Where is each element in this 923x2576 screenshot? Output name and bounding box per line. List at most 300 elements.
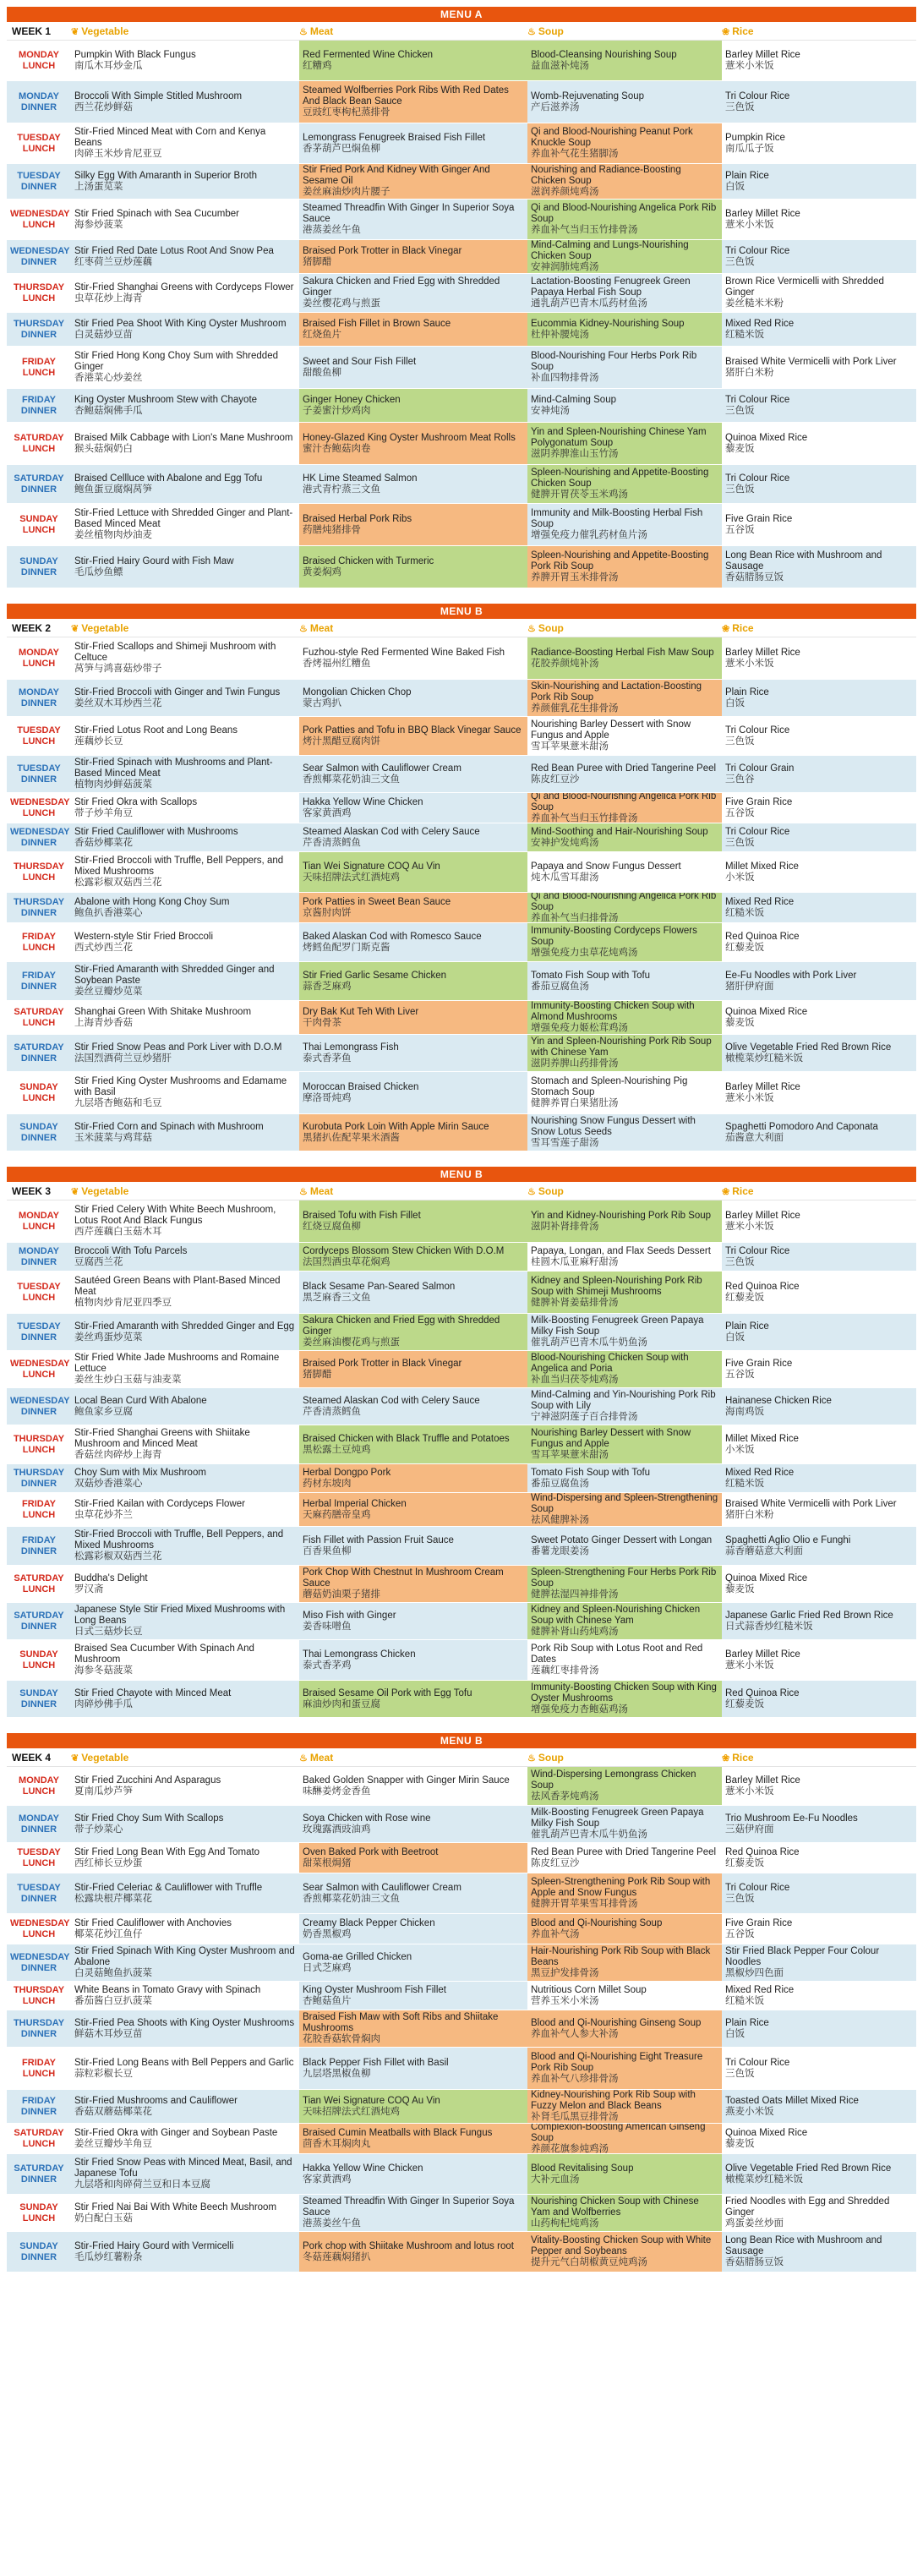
- dish-name-zh: 花胶香菇软骨焖肉: [303, 2034, 380, 2044]
- dish-name-zh: 海南鸡饭: [725, 1406, 764, 1417]
- day-label: [7, 2090, 71, 2123]
- dish-name-zh: 港蒸姜丝午鱼: [303, 225, 361, 235]
- dish-name-en: Spleen-Nourishing and Appetite-Boosting Pork Rib Soup: [531, 550, 709, 572]
- dish-name-en: Creamy Black Pepper Chicken: [303, 1917, 435, 1928]
- dish-meat: [299, 164, 527, 199]
- dish-meat: [299, 1200, 527, 1242]
- dish-rice: [722, 1493, 916, 1526]
- dish-name-en: Olive Vegetable Fried Red Brown Rice: [725, 2163, 892, 2174]
- dish-rice: [722, 717, 916, 755]
- dish-name-en: Ee-Fu Noodles with Pork Liver: [725, 970, 857, 981]
- rice-icon: ❀: [722, 27, 730, 37]
- menu-header: [7, 1748, 916, 1767]
- dish-veg: [71, 1640, 299, 1680]
- dish-name-zh: 松露彩椒双菇西兰花: [74, 1551, 162, 1561]
- dish-name-zh: 毛瓜炒鱼鳔: [74, 566, 123, 577]
- dish-rice: [722, 1603, 916, 1639]
- dish-name-en: Blood-Nourishing Four Herbs Pork Rib Soup: [531, 351, 697, 372]
- dish-name-zh: 燕麦小米饭: [725, 2106, 774, 2117]
- dish-name-zh: 姜丝樱花鸡与煎蛋: [303, 298, 380, 309]
- dish-name-zh: 五谷饭: [725, 807, 755, 818]
- day-name: TUESDAY: [17, 725, 61, 736]
- dish-name-zh: 养血补气汤: [531, 1928, 580, 1939]
- dish-name-zh: 肉碎炒佛手瓜: [74, 1698, 133, 1709]
- day-name: TUESDAY: [17, 1281, 61, 1292]
- dish-name-en: Long Bean Rice with Mushroom and Sausage: [725, 550, 882, 572]
- dish-rice: [722, 1388, 916, 1425]
- dish-name-zh: 肉碎玉米炒肯尼亚豆: [74, 149, 162, 159]
- category-header-rice: [722, 1182, 916, 1200]
- dish-name-en: Mixed Red Rice: [725, 896, 795, 907]
- dish-veg: [71, 1527, 299, 1565]
- category-header-veg: [71, 22, 299, 40]
- day-name: THURSDAY: [13, 861, 65, 872]
- dish-soup: [527, 200, 722, 239]
- dish-veg: [71, 1072, 299, 1113]
- dish-name-zh: 薏米小米饭: [725, 1092, 774, 1103]
- dish-rice: [722, 1843, 916, 1873]
- dish-name-en: Western-style Stir Fried Broccoli: [74, 931, 214, 942]
- dish-name-zh: 补血当归茯苓炖鸡汤: [531, 1375, 619, 1385]
- dish-name-en: Stir-Fried Lotus Root and Long Beans: [74, 725, 238, 736]
- menu-banner: MENU B: [7, 1167, 916, 1182]
- dish-name-en: Braised Fish Fillet in Brown Sauce: [303, 318, 451, 329]
- dish-veg: [71, 1873, 299, 1913]
- dish-name-zh: 干肉骨茶: [303, 1017, 341, 1028]
- dish-meat: [299, 465, 527, 503]
- dish-rice: [722, 823, 916, 851]
- day-label: [7, 41, 71, 80]
- dish-name-zh: 三色饭: [725, 1256, 755, 1267]
- dish-name-en: Stir Fried Chayote with Minced Meat: [74, 1687, 232, 1698]
- dish-name-en: Stir-Fried Shanghai Greens with Cordyceps Flower: [74, 282, 294, 293]
- meal-row: [7, 962, 916, 1001]
- dish-name-en: Fuzhou-style Red Fermented Wine Baked Fish: [303, 647, 505, 658]
- dish-meat: [299, 680, 527, 716]
- dish-soup: [527, 81, 722, 123]
- dish-name-en: Barley Millet Rice: [725, 49, 800, 60]
- dish-name-zh: 健脾开胃茯苓玉米鸡汤: [531, 489, 628, 500]
- dish-name-en: Mixed Red Rice: [725, 318, 795, 329]
- dish-name-zh: 西式炒西兰花: [74, 942, 133, 953]
- dish-name-zh: 九层塔黑椒鱼柳: [303, 2068, 371, 2079]
- dish-meat: [299, 41, 527, 80]
- dish-rice: [722, 1072, 916, 1113]
- dish-rice: [722, 2232, 916, 2272]
- meal-name: DINNER: [20, 2028, 57, 2039]
- dish-meat: [299, 1873, 527, 1913]
- dish-name-zh: 三色饭: [725, 484, 755, 495]
- dish-name-zh: 红藜麦饭: [725, 1698, 764, 1709]
- dish-name-en: Silky Egg With Amaranth in Superior Broth: [74, 170, 258, 181]
- dish-name-en: Red Quinoa Rice: [725, 1687, 800, 1698]
- category-label-meat: Meat: [309, 25, 334, 37]
- meal-name: LUNCH: [22, 1221, 56, 1232]
- dish-name-en: Lactation-Boosting Fenugreek Green Papaya Herbal Fish Soup: [531, 276, 691, 298]
- dish-name-en: Olive Vegetable Fried Red Brown Rice: [725, 1042, 892, 1053]
- dish-name-en: Plain Rice: [725, 686, 769, 697]
- dish-soup: [527, 893, 722, 922]
- dish-meat: [299, 893, 527, 922]
- dish-name-zh: 蒜香芝麻鸡: [303, 981, 352, 992]
- day-name: SUNDAY: [19, 2240, 58, 2251]
- day-label: [7, 1982, 71, 2010]
- dish-name-en: Braised Tofu with Fish Fillet: [303, 1210, 421, 1221]
- meal-row: [7, 1640, 916, 1681]
- dish-name-zh: 杏鲍菇焖佛手瓜: [74, 405, 143, 416]
- category-label-meat: Meat: [309, 1752, 334, 1764]
- meal-row: [7, 1493, 916, 1527]
- dish-name-zh: 补血四物排骨汤: [531, 373, 599, 383]
- dish-meat: [299, 1464, 527, 1492]
- dish-name-en: Stir Fried Spinach with Sea Cucumber: [74, 208, 239, 219]
- dish-rice: [722, 893, 916, 922]
- dish-name-en: Complexion-Boosting American Ginseng Soup: [531, 2124, 706, 2143]
- dish-name-en: Tomato Fish Soup with Tofu: [531, 970, 651, 981]
- dish-name-en: Stir-Fried Amaranth with Shredded Ginger and Soybean Paste: [74, 965, 275, 986]
- dish-name-en: Fish Fillet with Passion Fruit Sauce: [303, 1534, 454, 1545]
- dish-name-zh: 奶香黑椒鸡: [303, 1928, 352, 1939]
- dish-name-zh: 客家黄酒鸡: [303, 2174, 352, 2185]
- dish-soup: [527, 1873, 722, 1913]
- meal-row: [7, 1388, 916, 1425]
- dish-rice: [722, 637, 916, 679]
- meal-name: DINNER: [20, 907, 57, 918]
- dish-name-zh: 滋阴养脾山药排骨汤: [531, 1058, 619, 1069]
- day-label: [7, 756, 71, 792]
- dish-name-en: King Oyster Mushroom Stew with Chayote: [74, 394, 258, 405]
- day-name: MONDAY: [19, 1775, 59, 1786]
- dish-name-en: Lemongrass Fenugreek Braised Fish Fillet: [303, 132, 486, 143]
- dish-soup: [527, 2124, 722, 2153]
- dish-name-zh: 补肾毛瓜黑豆排骨汤: [531, 2112, 619, 2122]
- dish-name-zh: 茄酱意大利面: [725, 1132, 784, 1143]
- day-label: [7, 1914, 71, 1944]
- dish-name-zh: 催乳葫芦巴青木瓜牛奶鱼汤: [531, 1829, 647, 1840]
- dish-meat: [299, 1114, 527, 1151]
- dish-name-zh: 白灵菇炒豆苗: [74, 329, 133, 340]
- week-label: WEEK 4: [12, 1752, 52, 1764]
- day-name: MONDAY: [19, 686, 59, 697]
- dish-name-zh: 烤汁黑醋豆腐肉饼: [303, 736, 380, 747]
- dish-name-zh: 海参炒菠菜: [74, 219, 123, 230]
- dish-name-en: Blood and Qi-Nourishing Eight Treasure Pork Rib Soup: [531, 2052, 703, 2073]
- category-label-veg: Vegetable: [81, 25, 129, 37]
- dish-name-en: Mind-Calming and Lungs-Nourishing Chicken Soup: [531, 240, 689, 261]
- dish-name-en: Sweet and Sour Fish Fillet: [303, 356, 417, 367]
- dish-soup: [527, 680, 722, 716]
- meal-row: [7, 164, 916, 200]
- dish-soup: [527, 313, 722, 346]
- dish-name-zh: 芹香清蒸鳕鱼: [303, 1406, 361, 1417]
- meal-name: DINNER: [20, 1256, 57, 1267]
- dish-name-en: Pork chop with Shiitake Mushroom and lotus root: [303, 2240, 514, 2251]
- dish-name-en: Immunity-Boosting Chicken Soup with Almond Mushrooms: [531, 1001, 695, 1022]
- dish-rice: [722, 852, 916, 892]
- dish-meat: [299, 1982, 527, 2010]
- dish-name-en: Tri Colour Rice: [725, 245, 790, 256]
- dish-name-en: Braised Pork Trotter in Black Vinegar: [303, 1358, 462, 1369]
- day-name: TUESDAY: [17, 1321, 61, 1332]
- dish-name-en: Thai Lemongrass Fish: [303, 1042, 399, 1053]
- dish-name-zh: 南瓜瓜子饭: [725, 143, 774, 154]
- meal-name: DINNER: [20, 1545, 57, 1556]
- meal-row: [7, 756, 916, 793]
- category-label-rice: Rice: [732, 622, 754, 634]
- dish-soup: [527, 962, 722, 1000]
- dish-name-en: Blood-Cleansing Nourishing Soup: [531, 49, 677, 60]
- meal-row: [7, 123, 916, 164]
- meal-name: DINNER: [20, 1132, 57, 1143]
- dish-soup: [527, 1388, 722, 1425]
- dish-rice: [722, 923, 916, 961]
- dish-soup: [527, 1314, 722, 1350]
- dish-name-zh: 藜麦饭: [725, 2138, 755, 2149]
- dish-name-zh: 港式青柠蒸三文鱼: [303, 484, 380, 495]
- day-name: FRIDAY: [22, 356, 56, 367]
- meal-row: [7, 1035, 916, 1072]
- dish-name-en: Miso Fish with Ginger: [303, 1610, 396, 1621]
- dish-name-en: Five Grain Rice: [725, 513, 793, 524]
- dish-soup: [527, 2048, 722, 2089]
- day-label: [7, 2124, 71, 2153]
- day-label: [7, 1243, 71, 1271]
- dish-name-zh: 天麻药膳帝皇鸡: [303, 1509, 371, 1520]
- dish-name-en: Nourishing and Radiance-Boosting Chicken Soup: [531, 165, 681, 186]
- dish-name-zh: 上海青炒香菇: [74, 1017, 133, 1028]
- dish-rice: [722, 313, 916, 346]
- dish-name-zh: 港蒸姜丝午鱼: [303, 2218, 361, 2229]
- week-label: WEEK 2: [12, 622, 52, 634]
- dish-name-en: Qi and Blood-Nourishing Angelica Pork Rib Soup: [531, 893, 717, 912]
- dish-name-zh: 毛瓜炒红薯粉条: [74, 2251, 143, 2262]
- dish-name-zh: 花胶养颜炖补汤: [531, 658, 599, 669]
- dish-soup: [527, 1351, 722, 1387]
- meat-icon: ♨: [299, 1753, 308, 1764]
- dish-rice: [722, 2048, 916, 2089]
- dish-name-en: Nutritious Corn Millet Soup: [531, 1984, 647, 1995]
- dish-rice: [722, 1527, 916, 1565]
- day-name: SUNDAY: [19, 1649, 58, 1660]
- dish-name-en: Japanese Garlic Fried Red Brown Rice: [725, 1610, 893, 1621]
- dish-name-zh: 鲍鱼扒香港菜心: [74, 907, 143, 918]
- dish-name-en: Stir Fried Red Date Lotus Root And Snow Pea: [74, 245, 274, 256]
- day-label: [7, 1640, 71, 1680]
- dish-soup: [527, 504, 722, 545]
- dish-name-zh: 泰式香茅鱼: [303, 1053, 352, 1064]
- meat-icon: ♨: [299, 624, 308, 634]
- dish-veg: [71, 1243, 299, 1271]
- dish-veg: [71, 1914, 299, 1944]
- day-label: [7, 1035, 71, 1071]
- meal-name: DINNER: [20, 2106, 57, 2117]
- dish-name-en: Tri Colour Rice: [725, 1245, 790, 1256]
- dish-soup: [527, 1035, 722, 1071]
- soup-icon: ♨: [527, 27, 536, 37]
- meal-name: LUNCH: [22, 1369, 56, 1380]
- dish-rice: [722, 1035, 916, 1071]
- category-header-veg: [71, 619, 299, 637]
- dish-meat: [299, 546, 527, 588]
- dish-name-en: Spaghetti Pomodoro And Caponata: [725, 1121, 878, 1132]
- dish-meat: [299, 1035, 527, 1071]
- meal-name: DINNER: [20, 1893, 57, 1904]
- day-name: THURSDAY: [13, 1433, 65, 1444]
- dish-name-en: Kurobuta Pork Loin With Apple Mirin Sauce: [303, 1121, 489, 1132]
- dish-name-zh: 健脾养胃白果猪肚汤: [531, 1098, 619, 1108]
- dish-name-en: Barley Millet Rice: [725, 647, 800, 658]
- dish-name-en: Barley Millet Rice: [725, 1210, 800, 1221]
- meal-row: [7, 81, 916, 123]
- dish-meat: [299, 1640, 527, 1680]
- dish-name-en: Herbal Dongpo Pork: [303, 1467, 391, 1478]
- dish-soup: [527, 852, 722, 892]
- day-name: SATURDAY: [14, 473, 64, 484]
- week-label: WEEK 1: [12, 25, 52, 37]
- meal-name: LUNCH: [22, 219, 56, 230]
- dish-name-en: Cordyceps Blossom Stew Chicken With D.O.M: [303, 1245, 505, 1256]
- dish-name-zh: 番茄豆腐鱼汤: [531, 981, 589, 992]
- dish-name-en: Brown Rice Vermicelli with Shredded Ginger: [725, 276, 884, 298]
- day-name: FRIDAY: [22, 1498, 56, 1509]
- dish-meat: [299, 2090, 527, 2123]
- day-label: [7, 1527, 71, 1565]
- dish-rice: [722, 1114, 916, 1151]
- rice-icon: ❀: [722, 624, 730, 634]
- dish-soup: [527, 1200, 722, 1242]
- category-label-soup: Soup: [538, 25, 564, 37]
- dish-name-en: Pork Chop With Chestnut In Mushroom Cream Sauce: [303, 1567, 504, 1589]
- dish-name-en: Stir-Fried Amaranth with Shredded Ginger and Egg: [74, 1321, 295, 1332]
- dish-veg: [71, 274, 299, 312]
- dish-veg: [71, 680, 299, 716]
- dish-name-en: Honey-Glazed King Oyster Mushroom Meat Rolls: [303, 432, 516, 443]
- dish-name-zh: 蒙古鸡扒: [303, 697, 341, 708]
- dish-name-en: Shanghai Green With Shitake Mushroom: [74, 1006, 252, 1017]
- meal-row: [7, 1767, 916, 1806]
- day-name: SATURDAY: [14, 1042, 64, 1053]
- dish-name-zh: 玫瑰露酒豉油鸡: [303, 1824, 371, 1835]
- dish-name-zh: 姜丝麻油樱花鸡与煎蛋: [303, 1337, 400, 1348]
- dish-soup: [527, 2195, 722, 2231]
- category-label-meat: Meat: [309, 622, 334, 634]
- meal-name: LUNCH: [22, 143, 56, 154]
- dish-name-zh: 山药枸杞炖鸡汤: [531, 2218, 599, 2229]
- dish-name-zh: 香煎椰菜花奶油三文鱼: [303, 1893, 400, 1904]
- dish-name-en: Vitality-Boosting Chicken Soup with White Pepper and Soybeans: [531, 2235, 712, 2256]
- day-name: TUESDAY: [17, 170, 61, 181]
- day-label: [7, 1566, 71, 1602]
- dish-name-zh: 泰式香茅鸡: [303, 1660, 352, 1671]
- dish-name-en: Nourishing Chicken Soup with Chinese Yam and Wolfberries: [531, 2196, 699, 2218]
- dish-name-en: Sear Salmon with Cauliflower Cream: [303, 1882, 462, 1893]
- dish-name-en: Stir-Fried Broccoli with Truffle, Bell Peppers, and Mixed Mushrooms: [74, 1529, 284, 1551]
- dish-soup: [527, 41, 722, 80]
- dish-name-en: Stir Fried Nai Bai With White Beech Mushroom: [74, 2201, 277, 2212]
- meal-row: [7, 1200, 916, 1243]
- dish-veg: [71, 1272, 299, 1313]
- dish-rice: [722, 1873, 916, 1913]
- dish-name-zh: 麻油炒肉和蛋豆腐: [303, 1698, 380, 1709]
- dish-name-zh: 三色饭: [725, 2068, 755, 2079]
- day-name: FRIDAY: [22, 931, 56, 942]
- dish-veg: [71, 717, 299, 755]
- dish-name-en: Stir-Fried Broccoli with Truffle, Bell Peppers, and Mixed Mushrooms: [74, 856, 284, 877]
- dish-name-en: Tri Colour Rice: [725, 725, 790, 736]
- dish-name-zh: 姜丝双木耳炒西兰花: [74, 697, 162, 708]
- dish-name-zh: 健脾开胃苹果雪耳排骨汤: [531, 1899, 638, 1909]
- dish-meat: [299, 1603, 527, 1639]
- dish-name-zh: 健脾补肾山药炖鸡汤: [531, 1627, 619, 1637]
- dish-name-zh: 猪肝白米粉: [725, 367, 774, 378]
- dish-name-en: Sautéed Green Beans with Plant-Based Minced Meat: [74, 1276, 281, 1297]
- dish-soup: [527, 274, 722, 312]
- dish-name-en: Choy Sum with Mix Mushroom: [74, 1467, 206, 1478]
- dish-name-en: Five Grain Rice: [725, 1917, 793, 1928]
- dish-name-en: Hainanese Chicken Rice: [725, 1395, 832, 1406]
- soup-icon: ♨: [527, 624, 536, 634]
- day-label: [7, 504, 71, 545]
- day-label: [7, 1603, 71, 1639]
- dish-name-en: Steamed Wolfberries Pork Ribs With Red Dates And Black Bean Sauce: [303, 85, 509, 107]
- dish-name-en: Stir-Fried Lettuce with Shredded Ginger and Plant-Based Minced Meat: [74, 508, 293, 529]
- category-label-rice: Rice: [732, 25, 754, 37]
- dish-name-zh: 安神护发炖鸡汤: [531, 837, 599, 848]
- dish-name-zh: 九层塔杏鲍菇和毛豆: [74, 1098, 162, 1108]
- meal-row: [7, 1873, 916, 1914]
- dish-veg: [71, 1493, 299, 1526]
- dish-name-zh: 冬菇莲藕焖猪扒: [303, 2251, 371, 2262]
- dish-veg: [71, 2048, 299, 2089]
- dish-name-zh: 姜丝豆瓣炒羊角豆: [74, 2138, 152, 2149]
- meal-row: [7, 852, 916, 893]
- day-label: [7, 1425, 71, 1463]
- dish-name-en: Black Pepper Fish Fillet with Basil: [303, 2057, 449, 2068]
- category-header-soup: [527, 619, 722, 637]
- meal-row: [7, 717, 916, 756]
- day-label: [7, 2010, 71, 2047]
- dish-name-en: Broccoli With Tofu Parcels: [74, 1245, 188, 1256]
- dish-veg: [71, 1767, 299, 1805]
- dish-name-zh: 祛风香茅炖鸡汤: [531, 1791, 599, 1802]
- dish-name-en: Stir Fried Zucchini And Asparagus: [74, 1775, 221, 1786]
- dish-rice: [722, 81, 916, 123]
- category-label-soup: Soup: [538, 1752, 564, 1764]
- dish-name-zh: 藜麦饭: [725, 1583, 755, 1594]
- dish-name-zh: 京酱肘肉饼: [303, 907, 352, 918]
- dish-name-en: Qi and Blood-Nourishing Angelica Pork Rib Soup: [531, 203, 717, 224]
- dish-name-en: Immunity-Boosting Chicken Soup with King Oyster Mushrooms: [531, 1682, 717, 1704]
- dish-name-en: Papaya and Snow Fungus Dessert: [531, 861, 681, 872]
- dish-rice: [722, 1243, 916, 1271]
- dish-soup: [527, 1767, 722, 1805]
- day-name: WEDNESDAY: [10, 826, 70, 837]
- dish-rice: [722, 1351, 916, 1387]
- dish-rice: [722, 962, 916, 1000]
- dish-meat: [299, 1493, 527, 1526]
- day-label: [7, 2195, 71, 2231]
- dish-name-zh: 白饭: [725, 2028, 745, 2039]
- dish-name-zh: 红糙米饭: [725, 1478, 764, 1489]
- dish-soup: [527, 1272, 722, 1313]
- day-name: SUNDAY: [19, 1081, 58, 1092]
- dish-meat: [299, 637, 527, 679]
- dish-name-en: Baked Golden Snapper with Ginger Mirin Sauce: [303, 1775, 510, 1786]
- day-name: SATURDAY: [14, 2163, 64, 2174]
- category-header-meat: [299, 22, 527, 40]
- dish-soup: [527, 823, 722, 851]
- dish-veg: [71, 200, 299, 239]
